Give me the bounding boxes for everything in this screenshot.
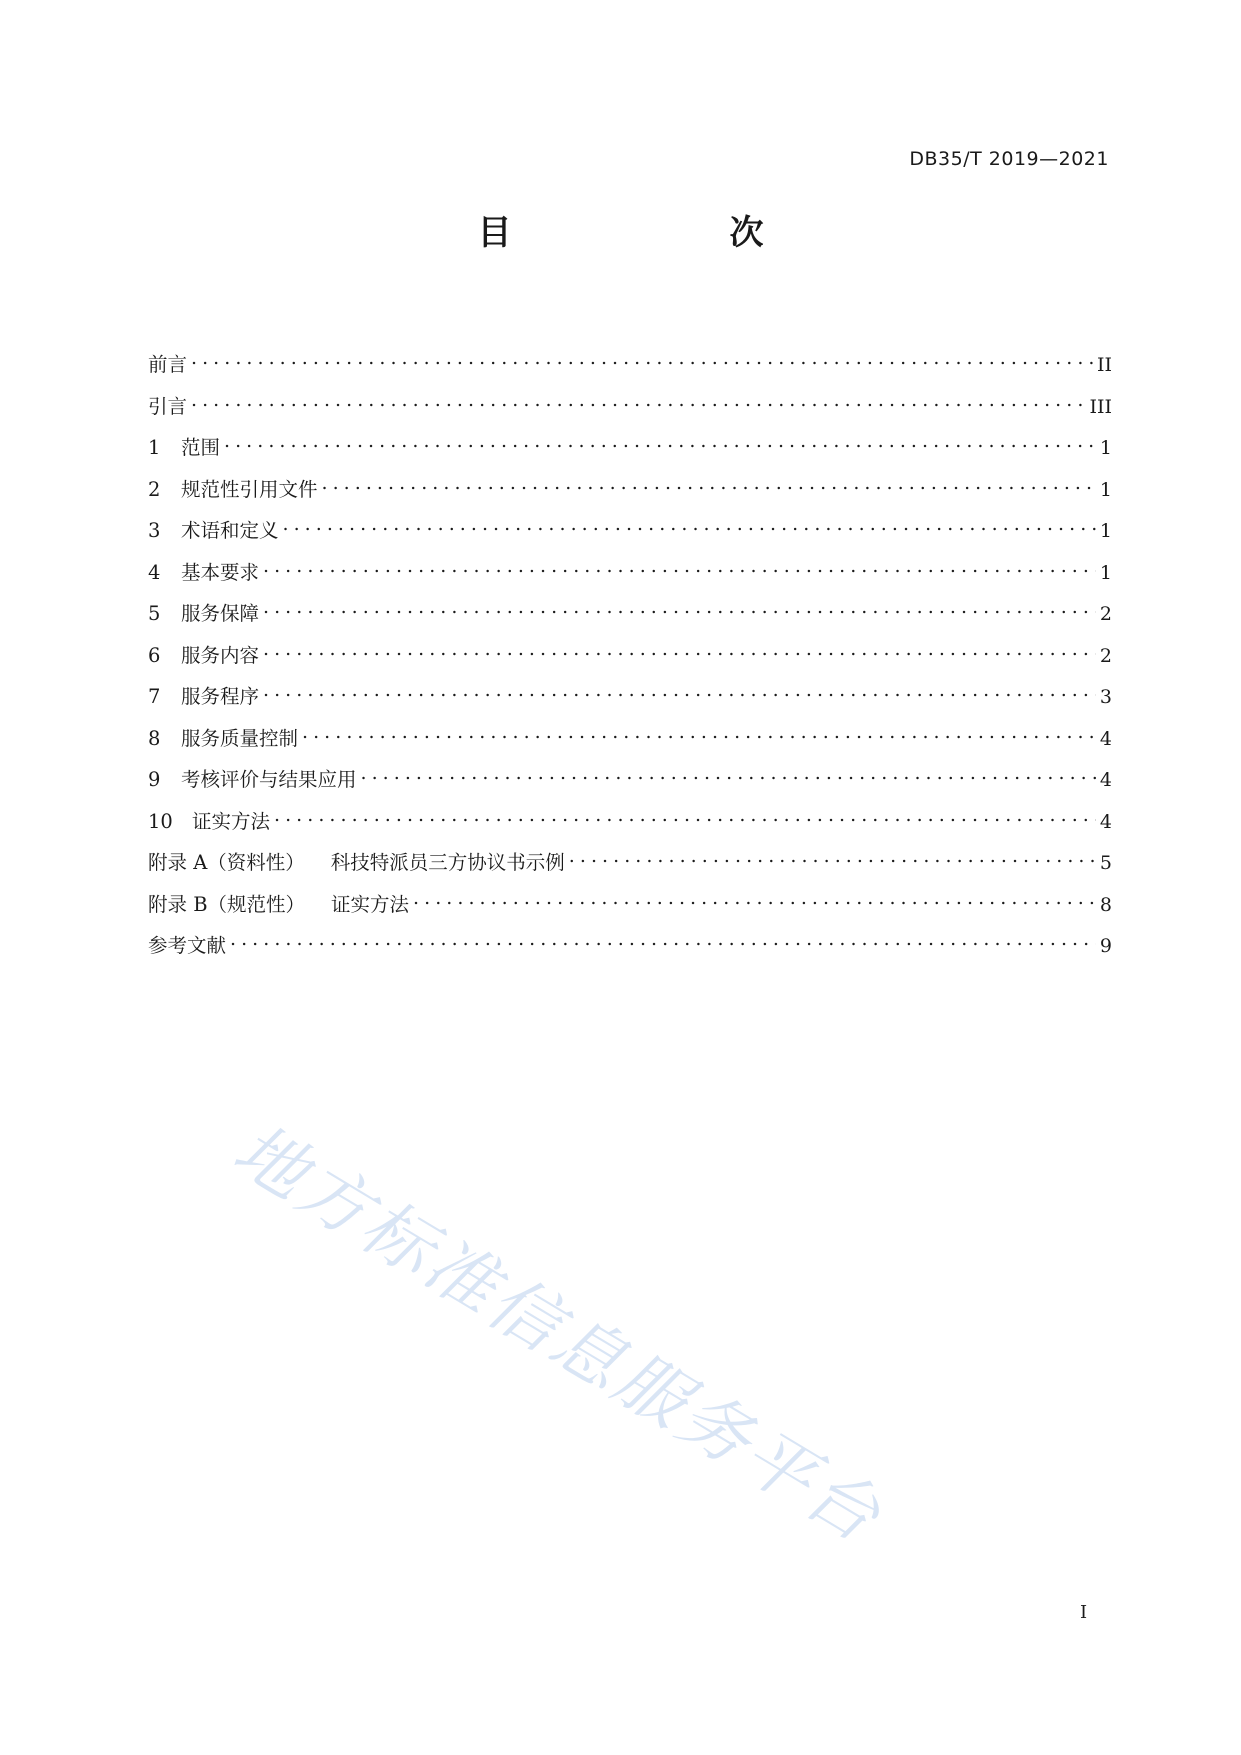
toc-leader-dots: [302, 723, 1096, 745]
toc-page-number: 4: [1099, 769, 1112, 791]
toc-page-number: II: [1096, 354, 1112, 376]
toc-leader-dots: [283, 515, 1096, 537]
toc-label: 规范性引用文件: [181, 477, 318, 501]
toc-page-number: III: [1089, 395, 1112, 418]
toc-page-number: 2: [1099, 603, 1112, 625]
table-of-contents: [148, 349, 1112, 972]
toc-section-number: 3: [148, 519, 161, 542]
toc-item-introduction[interactable]: [148, 391, 1112, 433]
toc-label: 参考文献: [148, 934, 227, 957]
toc-section-number: 6: [148, 643, 161, 667]
toc-item-appendix-b[interactable]: [148, 889, 1112, 931]
toc-section-number: 9: [148, 768, 161, 791]
toc-leader-dots: [191, 391, 1085, 413]
toc-page-number: 4: [1099, 810, 1112, 833]
toc-leader-dots: [263, 598, 1096, 620]
toc-item-foreword[interactable]: [148, 349, 1112, 391]
watermark: 地方标准信息服务平台: [220, 1107, 897, 1560]
document-code: DB35/T 2019—2021: [909, 148, 1109, 170]
toc-leader-dots: [322, 474, 1096, 496]
toc-leader-dots: [413, 889, 1096, 911]
toc-leader-dots: [569, 847, 1096, 869]
toc-label: 考核评价与结果应用: [181, 768, 357, 791]
toc-label: 术语和定义: [181, 519, 279, 542]
toc-page-number: 8: [1099, 893, 1112, 916]
toc-label: 服务保障: [181, 602, 260, 625]
toc-item-evaluation[interactable]: [148, 764, 1112, 806]
toc-leader-dots: [230, 930, 1096, 952]
toc-item-service-content[interactable]: [148, 640, 1112, 682]
toc-item-scope[interactable]: [148, 432, 1112, 474]
toc-label: 服务质量控制: [181, 726, 299, 750]
toc-leader-dots: [224, 432, 1096, 454]
toc-leader-dots: [263, 640, 1096, 662]
toc-item-service-guarantee[interactable]: [148, 598, 1112, 640]
toc-appendix-title: 证实方法: [331, 892, 410, 916]
toc-page-number: 1: [1099, 520, 1112, 542]
toc-page-number: 9: [1099, 935, 1112, 957]
toc-label: 引言: [148, 394, 188, 418]
toc-page-number: 4: [1099, 727, 1112, 750]
toc-label: 服务程序: [181, 685, 260, 708]
toc-label: 前言: [148, 353, 188, 376]
toc-section-number: 7: [148, 685, 161, 708]
toc-label: 附录 A（资料性）: [148, 851, 305, 874]
page-title: 目 次: [477, 213, 814, 253]
toc-label: 附录 B（规范性）: [148, 892, 306, 916]
toc-section-number: 4: [148, 560, 161, 584]
toc-label: 证实方法: [192, 809, 271, 833]
toc-page-number: 1: [1099, 478, 1112, 501]
toc-leader-dots: [263, 681, 1096, 703]
toc-item-terms-definitions[interactable]: [148, 515, 1112, 557]
toc-leader-dots: [191, 349, 1093, 371]
toc-section-number: 8: [148, 726, 161, 750]
toc-leader-dots: [263, 557, 1096, 579]
toc-item-service-procedure[interactable]: [148, 681, 1112, 723]
toc-section-number: 2: [148, 477, 161, 501]
toc-item-basic-requirements[interactable]: [148, 557, 1112, 599]
toc-item-appendix-a[interactable]: [148, 847, 1112, 889]
toc-label: 范围: [181, 436, 221, 459]
toc-item-normative-references[interactable]: [148, 474, 1112, 516]
toc-leader-dots: [361, 764, 1096, 786]
page-number: I: [1080, 1602, 1088, 1623]
toc-section-number: 10: [148, 809, 173, 833]
toc-section-number: 5: [148, 602, 161, 625]
toc-item-quality-control[interactable]: [148, 723, 1112, 765]
toc-item-bibliography[interactable]: [148, 930, 1112, 972]
toc-page-number: 1: [1099, 561, 1112, 584]
toc-section-number: 1: [148, 436, 161, 459]
toc-label: 基本要求: [181, 560, 260, 584]
toc-label: 服务内容: [181, 643, 260, 667]
toc-page-number: 2: [1099, 644, 1112, 667]
toc-page-number: 1: [1099, 437, 1112, 459]
toc-appendix-title: 科技特派员三方协议书示例: [330, 851, 565, 874]
toc-page-number: 5: [1099, 852, 1112, 874]
toc-item-verification-methods[interactable]: [148, 806, 1112, 848]
toc-page-number: 3: [1099, 686, 1112, 708]
toc-leader-dots: [274, 806, 1096, 828]
